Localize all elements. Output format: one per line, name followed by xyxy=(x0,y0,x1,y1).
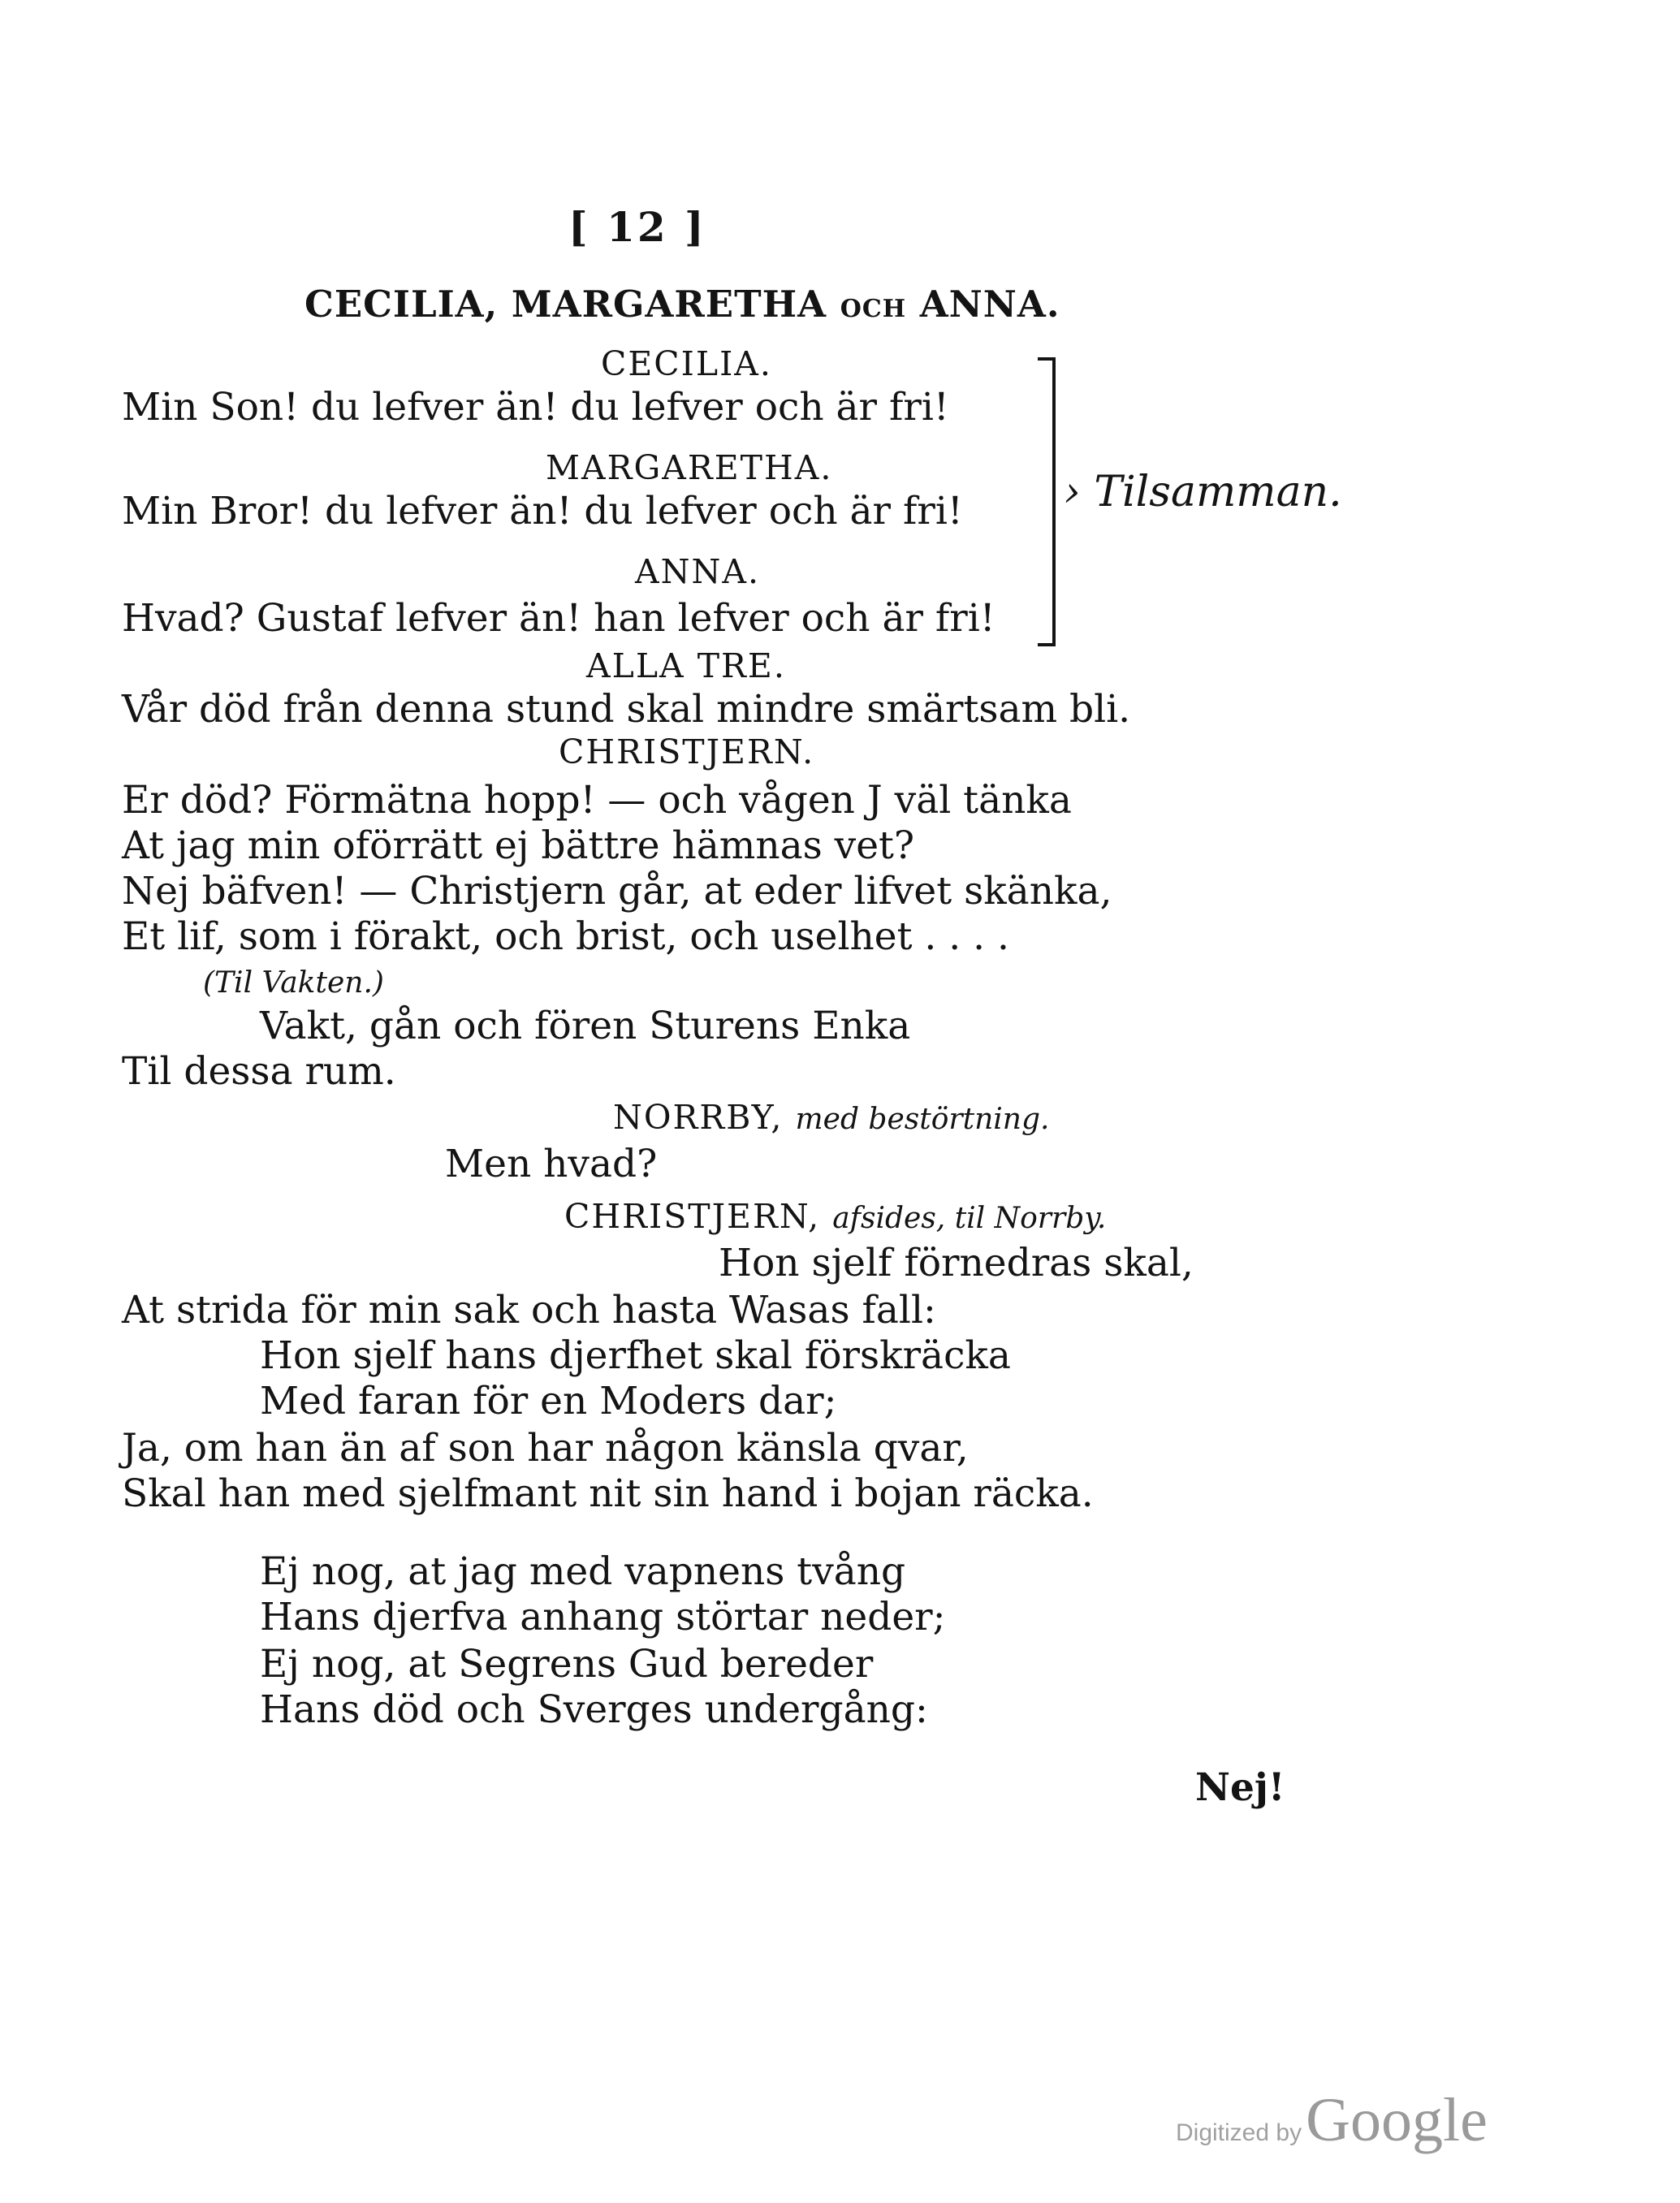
verse-line: Ej nog, at jag med vapnens tvång xyxy=(260,1549,906,1594)
verse-line: Vakt, gån och fören Sturens Enka xyxy=(260,1004,911,1048)
verse-alla-tre: Vår död från denna stund skal mindre smärtsam bli. xyxy=(122,687,1131,732)
speaker-christjern: CHRISTJERN. xyxy=(559,732,815,771)
stage-direction: (Til Vakten.) xyxy=(203,966,384,1000)
google-watermark xyxy=(1176,2085,1488,2156)
speaker-anna: ANNA. xyxy=(635,552,761,591)
speaker-alla-tre: ALLA TRE. xyxy=(586,646,786,685)
page-number: [ 12 ] xyxy=(568,203,706,251)
verse-line: Hon sjelf hans djerfhet skal förskräcka xyxy=(260,1333,1011,1378)
verse-anna: Hvad? Gustaf lefver än! han lefver och är fri! xyxy=(122,596,995,641)
scene-heading xyxy=(304,283,1060,326)
verse-line: Men hvad? xyxy=(445,1142,658,1186)
verse-line: Er död? Förmätna hopp! — och vågen J väl tänka xyxy=(122,778,1072,823)
speaker-margaretha: MARGARETHA. xyxy=(546,448,833,487)
verse-line: Hans död och Sverges undergång: xyxy=(260,1687,928,1732)
stage-direction: med bestörtning. xyxy=(795,1103,1050,1136)
verse-line: At strida för min sak och hasta Wasas fall: xyxy=(122,1288,936,1333)
verse-line: Hans djerfva anhang störtar neder; xyxy=(260,1595,946,1639)
speaker-cecilia: CECILIA. xyxy=(601,344,772,383)
verse-line: Nej bäfven! — Christjern går, at eder lifvet skänka, xyxy=(122,869,1112,914)
speaker-name: CHRISTJERN, xyxy=(564,1197,821,1236)
verse-line: Ja, om han än af son har någon känsla qvar, xyxy=(122,1426,969,1471)
scene-heading-och: OCH xyxy=(840,295,907,323)
simultaneous-bracket xyxy=(1038,357,1056,646)
stage-direction: afsides, til Norrby. xyxy=(832,1202,1107,1235)
verse-line: Med faran för en Moders dar; xyxy=(260,1379,837,1423)
speaker-christjern-aside xyxy=(564,1197,1107,1236)
scene-heading-names: CECILIA, MARGARETHA xyxy=(304,283,827,326)
verse-line: Til dessa rum. xyxy=(122,1049,396,1094)
together-label: Tilsamman. xyxy=(1094,468,1342,516)
together-direction: › Tilsamman. xyxy=(1064,468,1342,516)
catchword: Nej! xyxy=(1195,1765,1285,1810)
watermark-prefix: Digitized by xyxy=(1176,2119,1302,2146)
speaker-norrby xyxy=(613,1098,1050,1137)
verse-cecilia: Min Son! du lefver än! du lefver och är fri! xyxy=(122,385,949,430)
verse-margaretha: Min Bror! du lefver än! du lefver och är fri! xyxy=(122,489,963,533)
verse-line: Skal han med sjelfmant nit sin hand i bojan räcka. xyxy=(122,1471,1094,1516)
verse-line: Et lif, som i förakt, och brist, och uselhet . . . . xyxy=(122,914,1009,959)
verse-line: At jag min oförrätt ej bättre hämnas vet? xyxy=(122,823,915,868)
scene-heading-last: ANNA. xyxy=(919,283,1060,326)
verse-line: Ej nog, at Segrens Gud bereder xyxy=(260,1642,874,1687)
google-logo: Google xyxy=(1306,2086,1488,2154)
verse-line: Hon sjelf förnedras skal, xyxy=(719,1241,1194,1285)
speaker-name: NORRBY, xyxy=(613,1098,784,1137)
